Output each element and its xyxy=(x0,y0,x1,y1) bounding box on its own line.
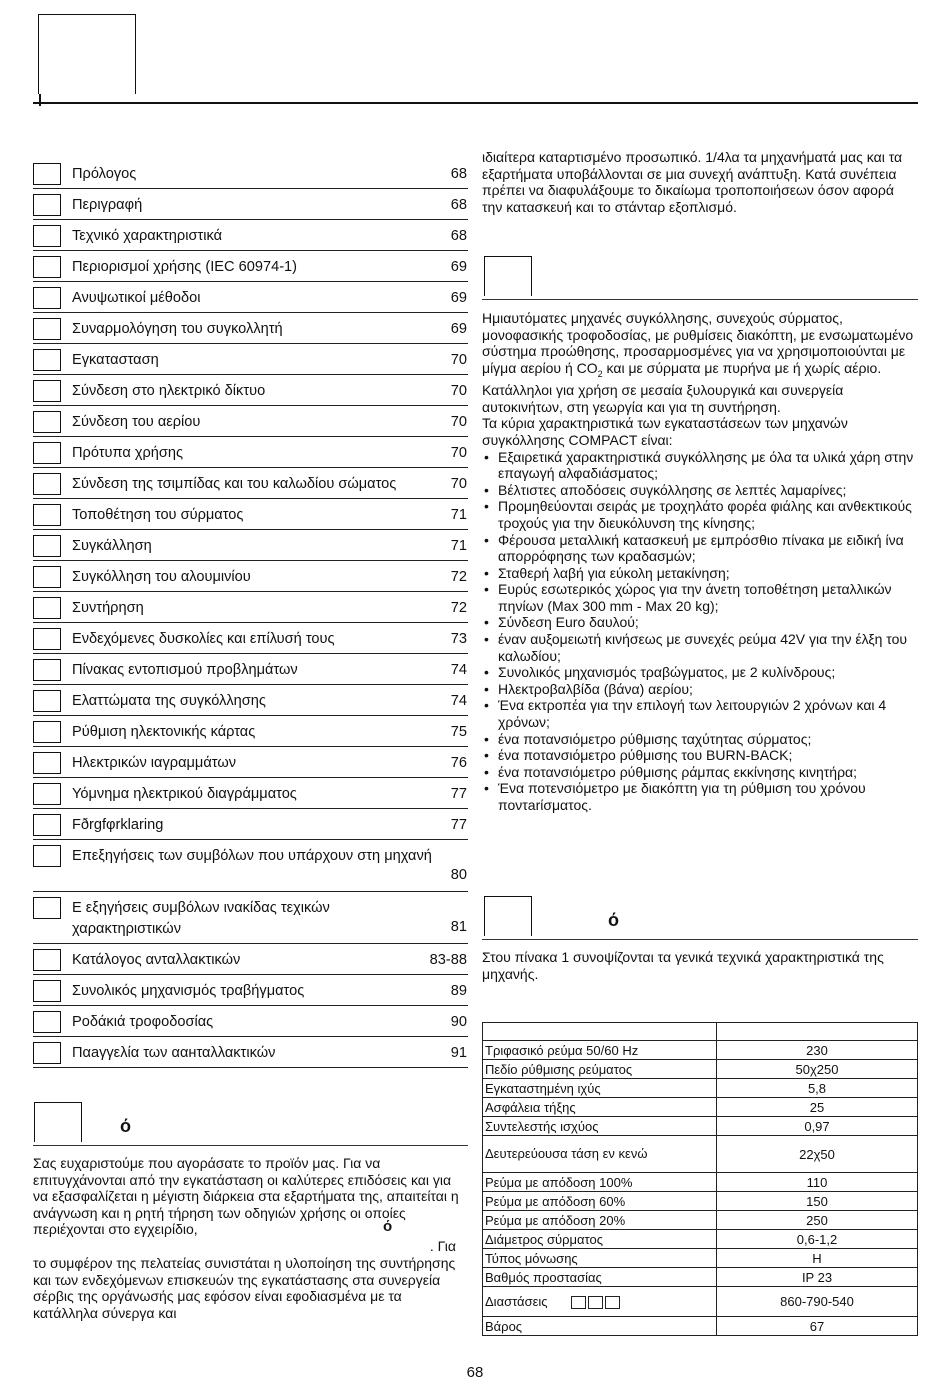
toc-page: 68 xyxy=(450,197,467,213)
spec-value: 0,6-1,2 xyxy=(717,1230,918,1249)
technical-text: Στου πίνακα 1 συνοψίζονται τα γενικά τεχνικά χαρακτηριστικά της μηχανής. xyxy=(482,949,884,982)
spec-row xyxy=(483,1268,918,1287)
toc-marker-icon xyxy=(33,287,61,309)
toc-entry[interactable] xyxy=(33,251,468,282)
spec-label: Διαστάσεις xyxy=(485,1293,548,1309)
spec-header-cell xyxy=(483,1023,717,1041)
toc-marker-icon xyxy=(33,721,61,743)
spec-table xyxy=(482,1022,918,1336)
spec-label: Ρεύμα με απόδοση 60% xyxy=(485,1193,626,1209)
spec-value: 5,8 xyxy=(717,1079,918,1098)
prologue-continuation: ιδιαίτερα καταρτισμένο προσωπικό. 1/4λα τα μηχανήματά μας και τα εξαρτήματα υποβάλλονται σε μια συνεχή ανάπτυξη. Κατά συνέπεια πρέπει να διαφυλάξουμε το δικαίωμα τροποποιήσεων όσον αφορά την κατασκευή και το στάνταρ εξοπλισμό. xyxy=(482,149,903,215)
feature-item: • Ευρύς εσωτερικός χώρος για την άνετη τοποθέτηση μεταλλικών πηνίων (Max 300 mm - Max 20 kg); xyxy=(482,581,918,614)
toc-entry[interactable] xyxy=(33,344,468,375)
toc-label: Συναρμολόγηση του συγκολλητή xyxy=(72,321,283,337)
feature-item: • Φέρουσα μεταλλική κατασκευή με εμπρόσθιο πίνακα με ειδική ίνα απορρόφησης των κραδασμών; xyxy=(482,532,918,565)
toc-marker-icon xyxy=(33,659,61,681)
description-text xyxy=(482,310,918,814)
toc-label: Ενδεχόμενες δυσκολίες και επίλυσή τους xyxy=(72,631,335,647)
spec-value: IP 23 xyxy=(717,1268,918,1287)
toc-entry[interactable] xyxy=(33,406,468,437)
spec-value: 67 xyxy=(717,1317,918,1336)
spec-label: Βάρος xyxy=(485,1318,523,1334)
toc-marker-icon xyxy=(33,163,61,185)
toc-entry[interactable] xyxy=(33,189,468,220)
spec-value: 50χ250 xyxy=(717,1060,918,1079)
spec-value: 110 xyxy=(717,1173,918,1192)
toc-entry[interactable] xyxy=(33,892,468,944)
toc-entry[interactable] xyxy=(33,561,468,592)
spec-value: 250 xyxy=(717,1211,918,1230)
description-rule xyxy=(482,299,918,300)
toc-entry[interactable] xyxy=(33,716,468,747)
toc-marker-icon xyxy=(33,225,61,247)
technical-title: ό xyxy=(608,910,619,930)
prologue-mark: ό xyxy=(383,1217,393,1235)
spec-row xyxy=(483,1192,918,1211)
toc-page: 75 xyxy=(450,724,467,740)
spec-value: 230 xyxy=(717,1041,918,1060)
toc-entry[interactable] xyxy=(33,592,468,623)
spec-row xyxy=(483,1230,918,1249)
toc-label: Κατάλογος ανταλλακτικών xyxy=(72,952,241,968)
toc-marker-icon xyxy=(33,411,61,433)
feature-item: • ένα ποτανσιόμετρο ρύθμισης του BURN-BACK; xyxy=(482,747,918,764)
section-mark-technical xyxy=(484,896,532,936)
toc-marker-icon xyxy=(33,690,61,712)
toc-marker-icon xyxy=(33,752,61,774)
spec-row xyxy=(483,1117,918,1136)
toc-marker-icon xyxy=(33,349,61,371)
toc-label: Σύνδεση του αερίου xyxy=(72,414,201,430)
toc-page: 72 xyxy=(450,569,467,585)
toc-entry[interactable] xyxy=(33,375,468,406)
toc-label: Fðrgfφrklaring xyxy=(72,817,164,833)
spec-row xyxy=(483,1287,918,1317)
toc-page: 74 xyxy=(450,662,467,678)
toc-page: 77 xyxy=(450,786,467,802)
toc-entry[interactable] xyxy=(33,158,468,189)
toc-page: 70 xyxy=(450,383,467,399)
toc-entry[interactable] xyxy=(33,623,468,654)
feature-list xyxy=(482,449,918,814)
toc-label: Σύνδεση της τσιμπίδας και του καλωδίου σώματος xyxy=(72,476,397,492)
spec-row xyxy=(483,1098,918,1117)
toc-page: 83-88 xyxy=(429,952,467,968)
toc-entry[interactable] xyxy=(33,468,468,499)
toc-label: Πρόλογος xyxy=(72,166,137,182)
feature-item: • Ένα εκτροπέα για την επιλογή των λειτουργιών 2 χρόνων και 4 χρόνων; xyxy=(482,697,918,730)
toc-marker-icon xyxy=(33,473,61,495)
toc-label: Ροδάκιά τροφοδοσίας xyxy=(72,1014,214,1030)
prologue-title: ό xyxy=(120,1116,131,1136)
toc-marker-icon xyxy=(33,194,61,216)
toc-label: Ρύθμιση ηλεκτονικής κάρτας xyxy=(72,724,256,740)
spec-label: Εγκαταστημένη ιχύς xyxy=(485,1080,601,1096)
toc-entry[interactable] xyxy=(33,654,468,685)
toc-marker-icon xyxy=(33,980,61,1002)
spec-row xyxy=(483,1173,918,1192)
prologue-text xyxy=(33,1155,468,1321)
spec-header-row xyxy=(483,1023,918,1041)
toc-label: Συγκάλληση xyxy=(72,538,152,554)
spec-label: Δευτερεύουσα τάση εν κενώ xyxy=(485,1146,648,1161)
description-lead: Τα κύρια χαρακτηριστικά των εγκαταστάσεων των μηχανών συγκόλλησης COMPACT είναι: xyxy=(482,415,848,448)
toc-page: 73 xyxy=(450,631,467,647)
toc-page: 69 xyxy=(450,321,467,337)
spec-row xyxy=(483,1211,918,1230)
toc-entry[interactable] xyxy=(33,1006,468,1037)
spec-value: H xyxy=(717,1249,918,1268)
toc-entry[interactable] xyxy=(33,1037,468,1068)
spec-value: 25 xyxy=(717,1098,918,1117)
spec-label: Ασφάλεια τήξης xyxy=(485,1099,576,1115)
toc-label: Παаγγελία των ααнταλλακτικών xyxy=(72,1045,276,1061)
table-of-contents xyxy=(33,158,468,1068)
spec-value: 150 xyxy=(717,1192,918,1211)
toc-entry[interactable] xyxy=(33,499,468,530)
toc-marker-icon xyxy=(33,845,61,867)
toc-page: 91 xyxy=(450,1045,467,1061)
spec-row xyxy=(483,1249,918,1268)
toc-marker-icon xyxy=(33,1042,61,1064)
toc-page: 74 xyxy=(450,693,467,709)
toc-page: 90 xyxy=(450,1014,467,1030)
toc-label: Πίνακας εντοπισμού προβλημάτων xyxy=(72,662,298,678)
toc-label: Πρότυπα χρήσης xyxy=(72,445,184,461)
prologue-rule xyxy=(33,1145,468,1146)
toc-page: 81 xyxy=(450,919,467,935)
spec-label: Πεδίο ρύθμισης ρεύματος xyxy=(485,1061,633,1077)
header-rule xyxy=(33,102,918,104)
feature-item: • ένα ποτανσιόμετρο ρύθμισης ταχύτητας σύρματος; xyxy=(482,731,918,748)
feature-item: • Συνολικός μηχανισμός τραβώγματος, με 2 κυλίνδρους; xyxy=(482,664,918,681)
header-tab-frame xyxy=(38,14,136,94)
spec-value: 0,97 xyxy=(717,1117,918,1136)
toc-marker-icon xyxy=(33,256,61,278)
toc-page: 70 xyxy=(450,352,467,368)
technical-rule xyxy=(482,939,918,940)
toc-page: 89 xyxy=(450,983,467,999)
toc-marker-icon xyxy=(33,535,61,557)
feature-item: • Σύνδεση Euro δαυλού; xyxy=(482,614,918,631)
toc-page: 68 xyxy=(450,166,467,182)
spec-row xyxy=(483,1060,918,1079)
toc-entry[interactable] xyxy=(33,282,468,313)
toc-marker-icon xyxy=(33,628,61,650)
toc-entry[interactable] xyxy=(33,437,468,468)
toc-marker-icon xyxy=(33,318,61,340)
toc-label: Περιορισμοί χρήσης (IEC 60974-1) xyxy=(72,259,298,275)
toc-marker-icon xyxy=(33,504,61,526)
toc-entry[interactable] xyxy=(33,220,468,251)
toc-entry[interactable] xyxy=(33,944,468,975)
spec-label: Τύπος μόνωσης xyxy=(485,1250,578,1266)
dimensions-cube-icon xyxy=(569,1294,620,1309)
description-intro: Ημιαυτόματες μηχανές συγκόλλησης, συνεχούς σύρματος, μονοφασικής τροφοδοσίας, με ρυθμίσεις διακόπτη, με ενσωματωμένο σύστημα προώθησης, προσαρμοσμένες για να χρησιμοποιούνται με μίγμα αερίου ή $CO_2$ και με σύρματα με πυρήνα με ή χωρίς αέριο. Κατάλληλοι για χρήση σε μεσαία ξυλουργικά και συνεργεία αυτοκινήτων, στη γεωργία και για τη συντήρηση. xyxy=(482,310,914,415)
prologue-paragraph-2: το συμφέρον της πελατείας συνιστάται η υλοποίηση της συντήρησης και των ενδεχόμενων επισκευών της εγκατάστασης στα συνεργεία σέρβις της οργάνωσής μας εφόσον είναι εφοδιασμένα με τα κατάλληλα σύνεργα και xyxy=(33,1254,456,1321)
toc-label: Σύνδεση στο ηλεκτρικό δίκτυο xyxy=(72,383,266,399)
toc-page: 72 xyxy=(450,600,467,616)
toc-entry[interactable] xyxy=(33,685,468,716)
toc-entry[interactable] xyxy=(33,809,468,840)
toc-marker-icon xyxy=(33,442,61,464)
feature-item: • Ηλεκτροβαλβίδα (βάνα) αερίου; xyxy=(482,681,918,698)
toc-page: 69 xyxy=(450,259,467,275)
feature-item: • Ένα ποτενσιόμετρο με διακόπτη για τη ρύθμιση του χρόνου ποντarίσματος. xyxy=(482,780,918,813)
toc-page: 70 xyxy=(450,445,467,461)
toc-marker-icon xyxy=(33,597,61,619)
toc-page: 80 xyxy=(450,867,467,883)
toc-label: Ηλεκτρικών ιαγραμμάτων xyxy=(72,755,237,771)
feature-item: • Προμηθεύονται σειράς με τροχηλάτο φορέα φιάλης και ανθεκτικούς τροχούς για την διευκόλυνση της κίνησης; xyxy=(482,498,918,531)
spec-row xyxy=(483,1317,918,1336)
prologue-paragraph-1: Σας ευχαριστούμε που αγοράσατε το προϊόν μας. Για να επιτυγχάνονται από την εγκατάσταση οι καλύτερες επιδόσεις και για να εξασφαλίζεται η μέγιστη διάρκεια στα εξαρτήματα της, απαιτείται η ανάγνωση και η ρητή τήρηση των οδηγιών χρήσης οι οποίες περιέχονται στο εγχειρίδιο, xyxy=(33,1155,459,1238)
toc-label: Συνολικός μηχανισμός τραβήγματος xyxy=(72,983,305,999)
toc-entry[interactable] xyxy=(33,747,468,778)
toc-entry[interactable] xyxy=(33,530,468,561)
toc-label: Επεξηγήσεις των συμβόλων που υπάρχουν στη μηχανή xyxy=(72,848,432,864)
toc-label: Τοποθέτηση του σύρματος xyxy=(72,507,244,523)
toc-page: 70 xyxy=(450,414,467,430)
toc-entry[interactable] xyxy=(33,313,468,344)
toc-label: Τεχνικό χαρακτηριστικά xyxy=(72,228,223,244)
spec-label: Συντελεστής ισχύος xyxy=(485,1118,599,1134)
spec-label: Ρεύμα με απόδοση 20% xyxy=(485,1212,626,1228)
spec-label: Ρεύμα με απόδοση 100% xyxy=(485,1174,633,1190)
toc-label: Συντήρηση xyxy=(72,600,144,616)
spec-value: 860-790-540 xyxy=(717,1287,918,1317)
toc-page: 70 xyxy=(450,476,467,492)
toc-label: Υόμνημα ηλεκτρικού διαγράμματος xyxy=(72,786,297,802)
toc-marker-icon xyxy=(33,380,61,402)
toc-entry[interactable] xyxy=(33,975,468,1006)
spec-row xyxy=(483,1041,918,1060)
spec-label: Βαθμός προστασίας xyxy=(485,1269,602,1285)
toc-entry[interactable] xyxy=(33,778,468,809)
toc-page: 71 xyxy=(450,507,467,523)
spec-label: Τριφασικό ρεύμα 50/60 Hz xyxy=(485,1042,639,1058)
toc-marker-icon xyxy=(33,566,61,588)
section-mark-prologue xyxy=(34,1102,82,1142)
section-mark-description xyxy=(484,256,532,296)
spec-row xyxy=(483,1136,918,1173)
toc-page: 77 xyxy=(450,817,467,833)
toc-label: Συγκόλληση του αλουμινίου xyxy=(72,569,251,585)
feature-item: • Βέλτιστες αποδόσεις συγκόλλησης σε λεπτές λαμαρίνες; xyxy=(482,482,918,499)
prologue-cont: . Για xyxy=(429,1237,456,1254)
toc-page: 76 xyxy=(450,755,467,771)
toc-label: Ε εξηγήσεις συμβόλων ινακίδας τεχικών χαρακτηριστικών xyxy=(72,900,330,937)
spec-label: Διάμετρος σύρματος xyxy=(485,1231,603,1247)
page-number: 68 xyxy=(466,1364,484,1381)
spec-header-cell xyxy=(717,1023,918,1041)
spec-row xyxy=(483,1079,918,1098)
feature-item: • Εξαιρετικά χαρακτηριστικά συγκόλλησης με όλα τα υλικά χάρη στην επαγωγή αλφαδιάσματος; xyxy=(482,449,918,482)
toc-label: Ανυψωτικοί μέθοδοι xyxy=(72,290,201,306)
toc-page: 71 xyxy=(450,538,467,554)
toc-label: Εγκατασταση xyxy=(72,352,159,368)
toc-marker-icon xyxy=(33,897,61,919)
toc-marker-icon xyxy=(33,783,61,805)
toc-label: Ελαττώματα της συγκόλλησης xyxy=(72,693,266,709)
toc-page: 69 xyxy=(450,290,467,306)
toc-page: 68 xyxy=(450,228,467,244)
spec-value: 22χ50 xyxy=(717,1136,918,1173)
toc-marker-icon xyxy=(33,949,61,971)
feature-item: • έναν αυξομειωτή κινήσεως με συνεχές ρεύμα 42V για την έλξη του καλωδίου; xyxy=(482,631,918,664)
toc-entry[interactable] xyxy=(33,840,468,892)
toc-marker-icon xyxy=(33,1011,61,1033)
feature-item: • Σταθερή λαβή για εύκολη μετακίνηση; xyxy=(482,565,918,582)
toc-label: Περιγραφή xyxy=(72,197,143,213)
toc-marker-icon xyxy=(33,814,61,836)
feature-item: • ένα ποτανσιόμετρο ρύθμισης ράμπας εκκίνησης κινητήρα; xyxy=(482,764,918,781)
